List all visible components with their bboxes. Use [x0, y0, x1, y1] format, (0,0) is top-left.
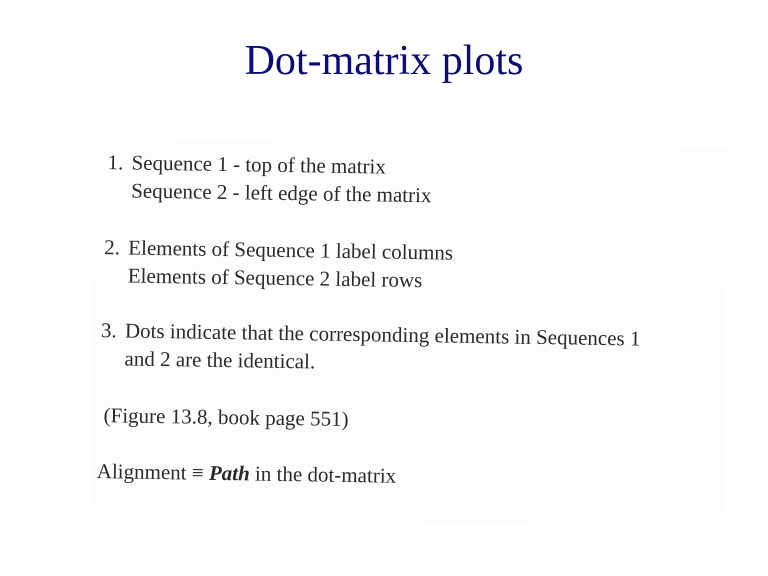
item-text-line1: Elements of Sequence 1 label columns	[128, 235, 454, 265]
list-item-3	[100, 320, 640, 377]
alignment-statement	[97, 461, 397, 487]
item-text-line2: Sequence 2 - left edge of the matrix	[130, 178, 432, 208]
item-text-line2: Elements of Sequence 2 label rows	[127, 263, 423, 293]
equivalence-symbol: ≡	[191, 460, 204, 485]
alignment-prefix: Alignment	[96, 459, 187, 485]
figure-reference: (Figure 13.8, book page 551)	[103, 403, 349, 432]
slide-title: Dot-matrix plots	[244, 38, 524, 84]
item-number: 1.	[107, 150, 124, 175]
alignment-suffix: in the dot-matrix	[254, 461, 397, 488]
item-text-line2: and 2 are the identical.	[124, 346, 316, 374]
item-number: 3.	[100, 318, 117, 343]
list-item-2	[104, 237, 454, 291]
item-number: 2.	[104, 235, 121, 260]
item-text-line1: Dots indicate that the corresponding elements in Sequences 1	[124, 318, 641, 351]
alignment-emphasis: Path	[208, 460, 250, 486]
list-item-1	[107, 152, 432, 206]
scanned-text-block	[90, 138, 728, 528]
item-text-line1: Sequence 1 - top of the matrix	[131, 150, 387, 179]
